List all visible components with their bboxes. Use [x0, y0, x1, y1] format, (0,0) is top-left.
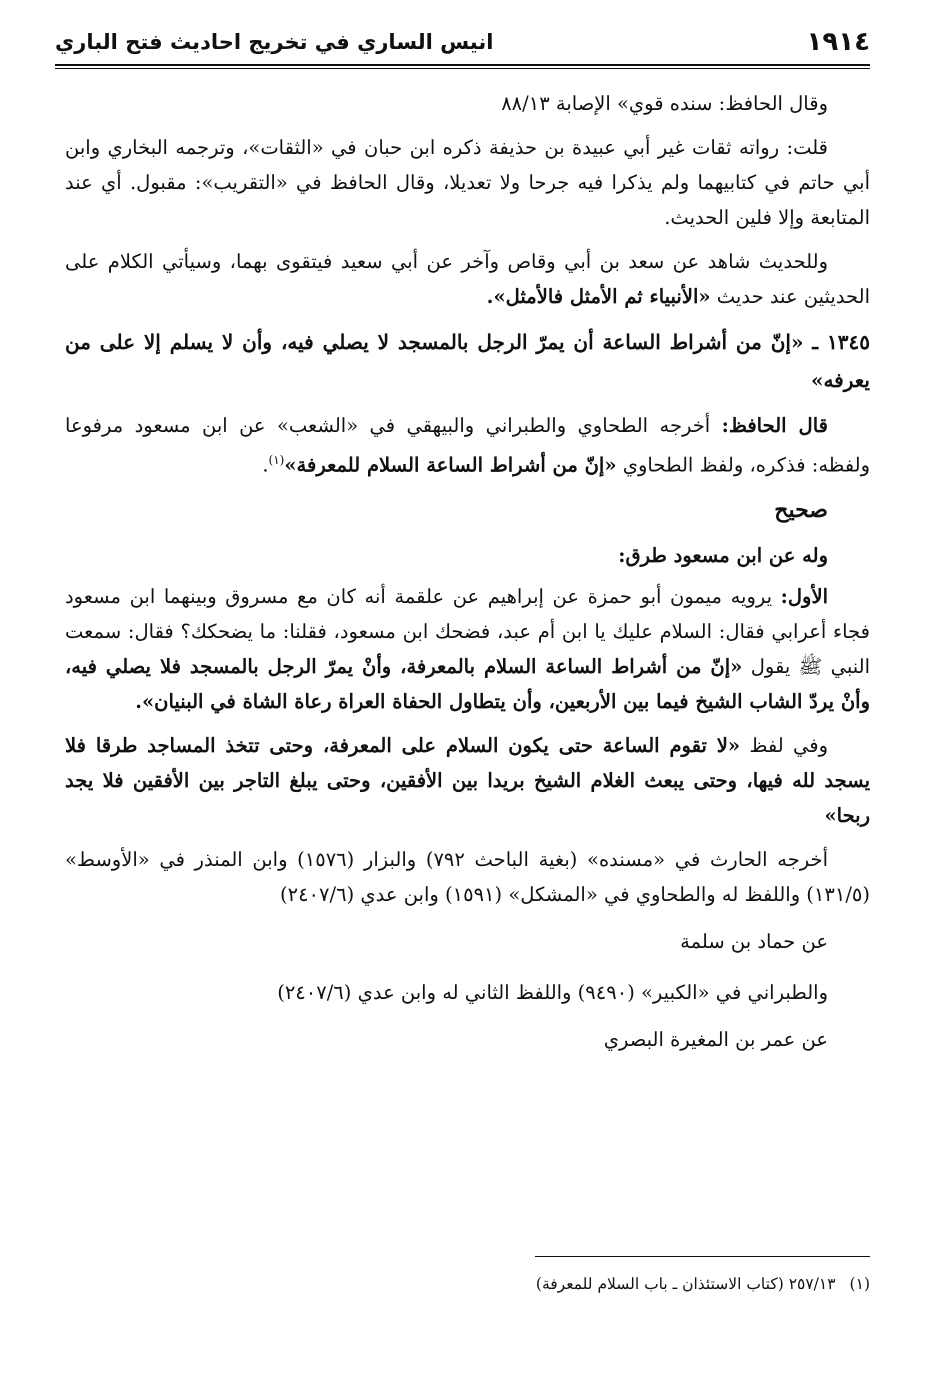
first-route-label: الأول: — [780, 584, 828, 608]
paragraph-sources: أخرجه الحارث في «مسنده» (بغية الباحث ٧٩٢) والبزار (١٥٧٦) وابن المنذر في «الأوسط» (١٣١/٥) واللفظ له والطحاوي في «المشكل» (١٥٩١) وابن عدي (٢٤٠٧/٦) — [65, 847, 870, 906]
book-title: انيس الساري في تخريج احاديث فتح الباري — [55, 30, 494, 54]
paragraph-first-route: الأول: يرويه ميمون أبو حمزة عن إبراهيم عن علقمة أنه كان مع مسروق وبينهما ابن مسعود فجاء أعرابي فقال: السلام عليك يا ابن أم عبد، فضحك ابن مسعود، فقلنا: ما يضحكك؟ فقال: سمعت النبي ﷺ يقول «إنّ من أشراط الساعة السلام بالمعرفة، وأنْ يمرّ الرجل بالمسجد فلا يصلي فيه، وأنْ يردّ الشاب الشيخ فيما بين الأربعين، وأن يتطاول الحفاة العراة رعاة الشاة في البنيان». — [65, 584, 870, 713]
main-text — [65, 86, 870, 1073]
first-route-wording: «إنّ من أشراط الساعة السلام بالمعرفة، وأنْ يمرّ الرجل بالمسجد فلا يصلي فيه، وأنْ يردّ الشاب الشيخ فيما بين الأربعين، وأن يتطاول الحفاة العراة رعاة الشاة في البنيان». — [65, 654, 870, 713]
chain-umar: عن عمر بن المغيرة البصري — [603, 1027, 828, 1051]
paragraph-supporting-evidence: وللحديث شاهد عن سعد بن أبي وقاص وآخر عن أبي سعيد فيتقوى بهما، وسيأتي الكلام على الحديثين عند حديث «الأنبياء ثم الأمثل فالأمثل». — [65, 250, 870, 308]
footnote — [65, 1272, 870, 1296]
footnote-marker[interactable]: (١) — [268, 453, 285, 467]
paragraph-narrators: قلت: رواته ثقات غير أبي عبيدة بن حذيفة ذكره ابن حبان في «الثقات»، وترجمه البخاري وابن أبي حاتم في كتابيهما ولم يذكرا فيه جرحا ولا تعديلا، وقال الحافظ في «التقريب»: مقبول. أي عند المتابعة وإلا فلين الحديث. — [65, 136, 870, 229]
other-wording: «لا تقوم الساعة حتى يكون السلام على المعرفة، وحتى تتخذ المساجد طرقا فلا يسجد لله فيها، وحتى يبعث الغلام الشيخ بريدا بين الأفقين، وحتى يبلغ التاجر بين الأفقين فلا يجد ربحا» — [65, 733, 870, 827]
paragraph-other-wording: وفي لفظ «لا تقوم الساعة حتى يكون السلام على المعرفة، وحتى تتخذ المساجد طرقا فلا يسجد لله فيها، وحتى يبعث الغلام الشيخ بريدا بين الأفقين، وحتى يبلغ التاجر بين الأفقين فلا يجد ربحا» — [65, 733, 870, 827]
header-rule — [55, 64, 870, 69]
paragraph-takhrij: قال الحافظ: أخرجه الطحاوي والطبراني والبيهقي في «الشعب» عن ابن مسعود مرفوعا ولفظه: فذكره، ولفظ الطحاوي «إنّ من أشراط الساعة السلام للمعرفة»$^{(١)}$. — [65, 414, 870, 477]
grade-heading: صحيح — [774, 496, 828, 523]
paragraph-hafiz-quote: وقال الحافظ: سنده قوي» الإصابة ٨٨/١٣ — [501, 92, 828, 115]
hafiz-label: قال الحافظ: — [721, 414, 828, 437]
cross-reference: «الأنبياء ثم الأمثل فالأمثل». — [486, 285, 711, 308]
paragraph-tabarani: والطبراني في «الكبير» (٩٤٩٠) واللفظ الثاني له وابن عدي (٢٤٠٧/٦) — [277, 980, 828, 1004]
chain-hammad: عن حماد بن سلمة — [680, 929, 828, 953]
routes-heading: وله عن ابن مسعود طرق: — [618, 543, 828, 567]
footnote-text: ٢٥٧/١٣ (كتاب الاستئذان ـ باب السلام للمعرفة) — [535, 1275, 836, 1293]
footnote-number: (١) — [849, 1275, 870, 1293]
footnote-rule — [535, 1256, 870, 1257]
page-number: ١٩١٤ — [806, 27, 870, 57]
hadith-text: ١٣٤٥ ـ «إنّ من أشراط الساعة أن يمرّ الرجل بالمسجد لا يصلي فيه، وأن لا يسلم إلا على من يعرفه» — [65, 330, 870, 392]
running-header — [55, 22, 870, 62]
tahawi-wording: «إنّ من أشراط الساعة السلام للمعرفة» — [284, 453, 617, 477]
